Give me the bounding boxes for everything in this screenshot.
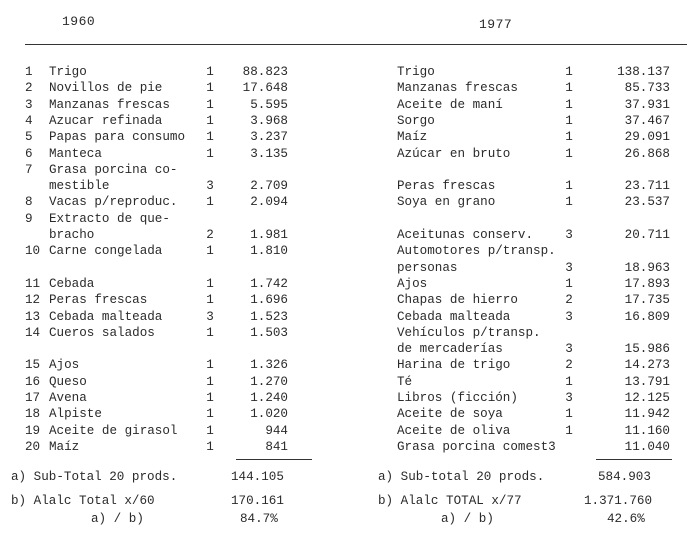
product-name: bracho — [49, 228, 95, 242]
group-code: 3 — [206, 179, 214, 194]
product-name: Azucar refinada — [49, 113, 163, 128]
left-subtotal-value: 144.105 — [231, 470, 284, 484]
group-code: 3 — [565, 309, 573, 324]
row-number: 9 — [25, 211, 33, 226]
table-row — [360, 80, 690, 96]
value-cell: 1.523 — [250, 309, 288, 324]
row-number: 3 — [25, 97, 33, 112]
table-row — [360, 390, 690, 406]
table-row — [360, 423, 690, 439]
table-row — [360, 227, 690, 243]
product-name: Cebada malteada — [397, 309, 511, 324]
group-code: 1 — [206, 391, 214, 405]
product-name: Peras frescas — [49, 293, 148, 308]
value-cell: 85.733 — [624, 81, 670, 96]
row-number: 15 — [25, 358, 41, 373]
value-cell: 18.963 — [624, 260, 670, 275]
table-row — [360, 129, 690, 145]
left-ratio-value: 84.7% — [240, 512, 278, 526]
product-name: Libros (ficción) — [397, 391, 518, 405]
group-code: 1 — [206, 358, 214, 373]
table-row — [360, 439, 690, 455]
group-code: 1 — [565, 374, 573, 389]
right-ratio-value: 42.6% — [607, 512, 645, 526]
table-row — [360, 113, 690, 129]
value-cell: 20.711 — [624, 228, 670, 242]
group-code: 1 — [565, 130, 573, 145]
table-row — [360, 292, 690, 308]
product-name: Maíz — [397, 130, 428, 145]
row-number: 11 — [25, 276, 41, 291]
table-row — [360, 178, 690, 194]
table-row — [360, 194, 690, 210]
product-name: Novillos de pie — [49, 81, 163, 96]
value-cell: 841 — [265, 439, 288, 454]
product-name: Aceite de maní — [397, 97, 503, 112]
group-code: 1 — [206, 113, 214, 128]
value-cell: 11.160 — [624, 423, 670, 438]
right-subtotal-value: 584.903 — [598, 470, 651, 484]
group-code: 1 — [565, 423, 573, 438]
product-name: Azúcar en bruto — [397, 146, 511, 161]
product-name: Maíz — [49, 439, 80, 454]
table-row — [0, 146, 330, 162]
table-row — [0, 406, 330, 422]
product-name: Ajos — [49, 358, 80, 373]
table-row — [360, 357, 690, 373]
value-cell: 88.823 — [242, 65, 288, 79]
table-row — [0, 243, 330, 259]
product-name: Queso — [49, 374, 87, 389]
product-name: Manteca — [49, 146, 102, 161]
table-row — [0, 211, 330, 227]
table-row — [360, 325, 690, 341]
value-cell: 1.981 — [250, 228, 288, 242]
table-row — [0, 64, 330, 80]
group-code: 1 — [565, 195, 573, 210]
table-row — [360, 146, 690, 162]
left-total-label: b) Alalc Total x/60 — [11, 494, 155, 508]
product-name: Carne congelada — [49, 244, 163, 259]
product-name: Harina de trigo — [397, 358, 511, 373]
row-number: 19 — [25, 423, 41, 438]
group-code: 1 — [206, 244, 214, 259]
group-code: 1 — [206, 65, 214, 79]
table-row — [0, 276, 330, 292]
product-name: Extracto de que- — [49, 211, 170, 226]
product-name: Manzanas frescas — [397, 81, 518, 96]
row-number: 20 — [25, 439, 41, 454]
product-name: Cueros salados — [49, 325, 155, 340]
row-number: 5 — [25, 130, 33, 145]
group-code: 3 — [565, 260, 573, 275]
group-code: 3 — [565, 228, 573, 242]
value-cell: 2.094 — [250, 195, 288, 210]
table-row — [0, 97, 330, 113]
product-name: Manzanas frescas — [49, 97, 170, 112]
group-code: 1 — [565, 65, 573, 79]
value-cell: 944 — [265, 423, 288, 438]
value-cell: 17.735 — [624, 293, 670, 308]
value-cell: 37.467 — [624, 113, 670, 128]
right-subtotal-label: a) Sub-total 20 prods. — [378, 470, 545, 484]
year-header-1977: 1977 — [479, 17, 513, 32]
table-row — [360, 374, 690, 390]
table-row — [360, 64, 690, 80]
product-name: mestible — [49, 179, 110, 194]
value-cell: 13.791 — [624, 374, 670, 389]
table-row — [0, 309, 330, 325]
table-row — [0, 162, 330, 178]
right-total-label: b) Alalc TOTAL x/77 — [378, 494, 522, 508]
row-number: 8 — [25, 195, 33, 210]
table-row — [360, 243, 690, 259]
left-total-value: 170.161 — [231, 494, 284, 508]
group-code: 1 — [206, 97, 214, 112]
left-ratio-label: a) / b) — [91, 512, 144, 526]
group-code: 1 — [206, 81, 214, 96]
row-number: 1 — [25, 65, 33, 79]
right-ratio-label: a) / b) — [441, 512, 494, 526]
left-sum-rule — [236, 459, 312, 460]
product-name: Ajos — [397, 276, 428, 291]
product-name: Aceite de girasol — [49, 423, 178, 438]
value-cell: 1.742 — [250, 276, 288, 291]
row-number: 16 — [25, 374, 41, 389]
group-code: 1 — [206, 423, 214, 438]
table-row — [0, 390, 330, 406]
product-name: Chapas de hierro — [397, 293, 518, 308]
value-cell: 37.931 — [624, 97, 670, 112]
product-name: Vehículos p/transp. — [397, 325, 541, 340]
row-number: 2 — [25, 81, 33, 96]
group-code: 1 — [206, 146, 214, 161]
table-row — [360, 97, 690, 113]
table-row — [0, 325, 330, 341]
year-header-1960: 1960 — [62, 14, 96, 29]
group-code: 1 — [206, 195, 214, 210]
value-cell: 11.942 — [624, 407, 670, 422]
group-code: 1 — [565, 113, 573, 128]
value-cell: 1.270 — [250, 374, 288, 389]
row-number: 18 — [25, 407, 41, 422]
value-cell: 17.648 — [242, 81, 288, 96]
value-cell: 1.696 — [250, 293, 288, 308]
left-subtotal-label: a) Sub-Total 20 prods. — [11, 470, 178, 484]
table-row — [0, 178, 330, 194]
table-row — [0, 194, 330, 210]
table-row — [0, 292, 330, 308]
value-cell: 15.986 — [624, 342, 670, 357]
group-code: 1 — [206, 439, 214, 454]
group-code: 1 — [565, 97, 573, 112]
product-name: Aceite de oliva — [397, 423, 511, 438]
right-total-value: 1.371.760 — [584, 494, 653, 508]
value-cell: 1.020 — [250, 407, 288, 422]
value-cell: 138.137 — [617, 65, 670, 79]
value-cell: 5.595 — [250, 97, 288, 112]
product-name: Vacas p/reproduc. — [49, 195, 178, 210]
group-code: 1 — [206, 374, 214, 389]
group-code: 1 — [206, 293, 214, 308]
product-name: Grasa porcina co- — [49, 162, 178, 177]
value-cell: 26.868 — [624, 146, 670, 161]
product-name: de mercaderías — [397, 342, 503, 357]
value-cell: 14.273 — [624, 358, 670, 373]
value-cell: 3.968 — [250, 113, 288, 128]
group-code: 1 — [565, 407, 573, 422]
row-number: 17 — [25, 391, 41, 405]
header-rule — [25, 44, 687, 45]
value-cell: 11.040 — [624, 439, 670, 454]
group-code: 1 — [565, 81, 573, 96]
table-row — [0, 439, 330, 455]
table-row — [0, 374, 330, 390]
row-number: 6 — [25, 146, 33, 161]
product-name: Alpiste — [49, 407, 102, 422]
group-code: 2 — [565, 358, 573, 373]
product-name: Soya en grano — [397, 195, 496, 210]
product-name: Aceite de soya — [397, 407, 503, 422]
value-cell: 29.091 — [624, 130, 670, 145]
product-name: Cebada malteada — [49, 309, 163, 324]
product-name: Sorgo — [397, 113, 435, 128]
group-code: 1 — [206, 407, 214, 422]
table-row — [0, 80, 330, 96]
value-cell: 1.326 — [250, 358, 288, 373]
group-code: 1 — [565, 146, 573, 161]
row-number: 10 — [25, 244, 41, 259]
row-number: 12 — [25, 293, 41, 308]
table-row — [360, 406, 690, 422]
group-code: 3 — [206, 309, 214, 324]
table-row — [0, 227, 330, 243]
product-name: Trigo — [49, 65, 87, 79]
row-number: 14 — [25, 325, 41, 340]
value-cell: 12.125 — [624, 391, 670, 405]
value-cell: 1.240 — [250, 391, 288, 405]
table-row — [0, 129, 330, 145]
value-cell: 1.810 — [250, 244, 288, 259]
right-sum-rule — [596, 459, 672, 460]
table-row — [0, 423, 330, 439]
value-cell: 2.709 — [250, 179, 288, 194]
group-code: 3 — [565, 342, 573, 357]
value-cell: 17.893 — [624, 276, 670, 291]
value-cell: 3.135 — [250, 146, 288, 161]
product-name: Papas para consumo — [49, 130, 186, 145]
product-name: personas — [397, 260, 458, 275]
group-code: 1 — [206, 276, 214, 291]
row-number: 4 — [25, 113, 33, 128]
product-name: Té — [397, 374, 413, 389]
group-code: 2 — [206, 228, 214, 242]
group-code: 1 — [206, 130, 214, 145]
group-code: 1 — [565, 276, 573, 291]
product-name: Aceitunas conserv. — [397, 228, 534, 242]
row-number: 13 — [25, 309, 41, 324]
product-name: Trigo — [397, 65, 435, 79]
row-number: 7 — [25, 162, 33, 177]
product-name: Grasa porcina comest3 — [397, 439, 556, 454]
group-code: 2 — [565, 293, 573, 308]
product-name: Cebada — [49, 276, 95, 291]
table-row — [360, 341, 690, 357]
table-row — [360, 260, 690, 276]
group-code: 1 — [206, 325, 214, 340]
value-cell: 16.809 — [624, 309, 670, 324]
table-row — [0, 357, 330, 373]
table-row — [360, 276, 690, 292]
value-cell: 23.711 — [624, 179, 670, 194]
table-row — [360, 309, 690, 325]
group-code: 3 — [565, 391, 573, 405]
product-name: Automotores p/transp. — [397, 244, 556, 259]
value-cell: 1.503 — [250, 325, 288, 340]
value-cell: 3.237 — [250, 130, 288, 145]
group-code: 1 — [565, 179, 573, 194]
value-cell: 23.537 — [624, 195, 670, 210]
product-name: Avena — [49, 391, 87, 405]
product-name: Peras frescas — [397, 179, 496, 194]
table-row — [0, 113, 330, 129]
